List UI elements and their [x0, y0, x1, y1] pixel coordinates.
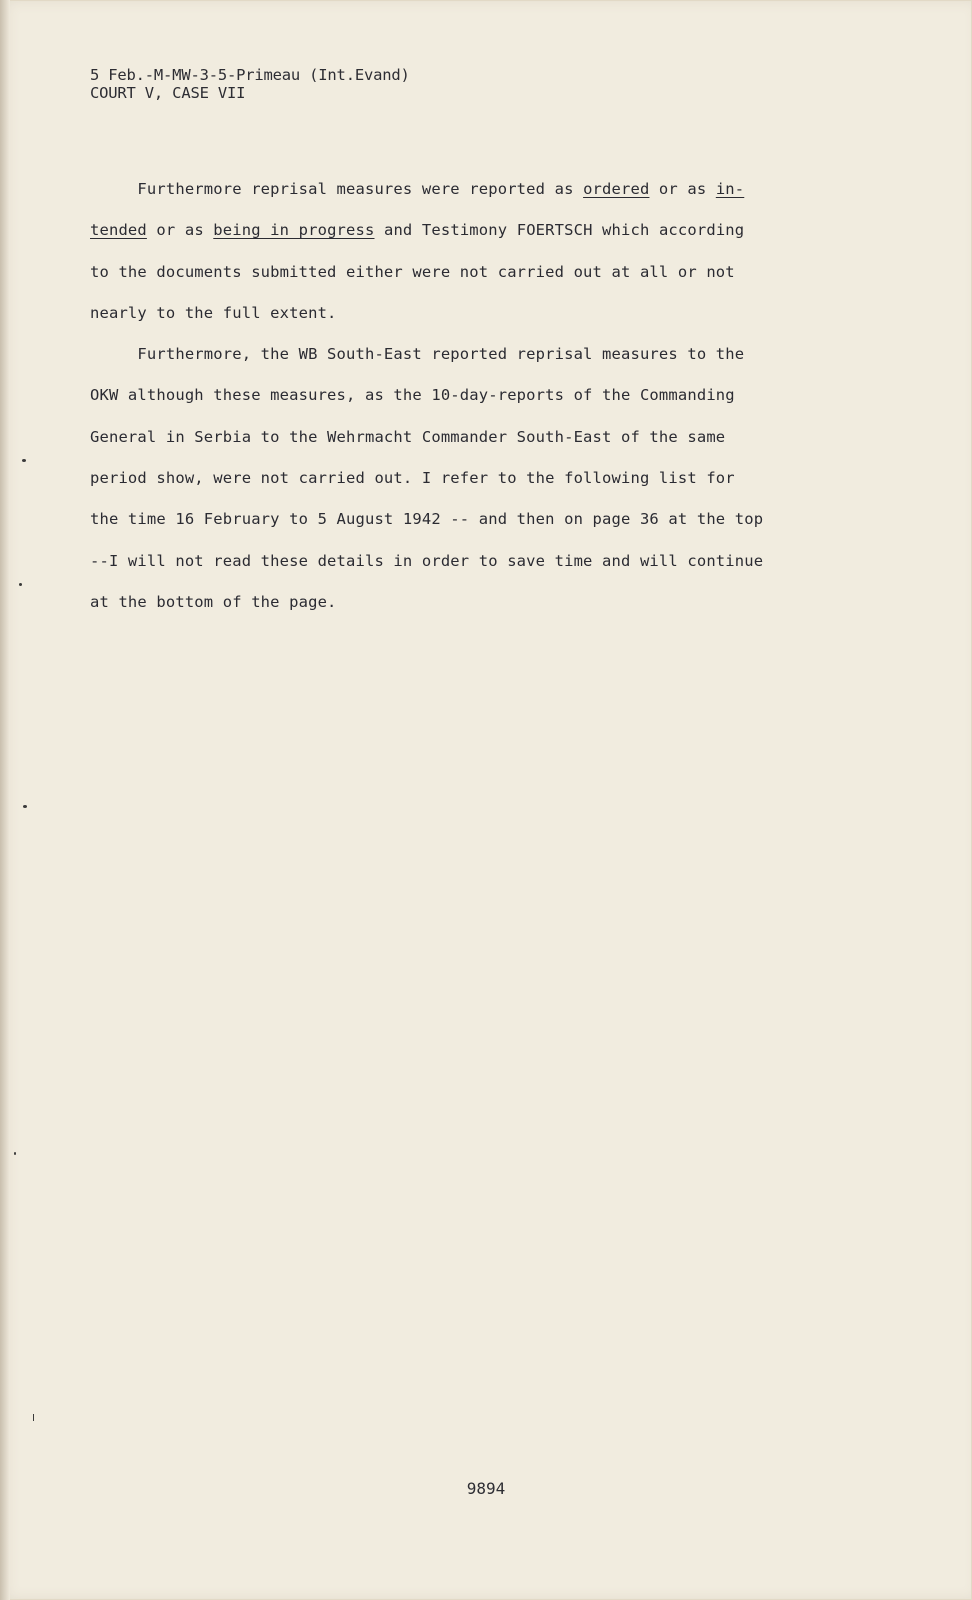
page-binding-edge	[0, 0, 10, 1600]
paragraph-2-line-4: period show, were not carried out. I refer to the following list for	[90, 469, 735, 488]
paragraph-2-line-1: Furthermore, the WB South-East reported reprisal measures to the	[90, 345, 745, 364]
text-span: or as	[649, 180, 716, 198]
margin-speck	[19, 583, 22, 586]
margin-speck	[23, 805, 27, 808]
header-line-session: 5 Feb.-M-MW-3-5-Primeau (Int.Evand)	[90, 66, 410, 84]
paragraph-1-line-1	[90, 169, 825, 210]
document-body	[90, 169, 825, 623]
paragraph-2-line-7: at the bottom of the page.	[90, 592, 337, 611]
underlined-being-in-progress: being in progress	[213, 221, 375, 240]
paragraph-2-line-5: the time 16 February to 5 August 1942 -- and then on page 36 at the top	[90, 510, 764, 529]
underlined-tended: tended	[90, 221, 147, 240]
paragraph-2-line-2: OKW although these measures, as the 10-day-reports of the Commanding	[90, 386, 735, 405]
underlined-ordered: ordered	[583, 180, 650, 198]
margin-speck	[14, 1152, 16, 1155]
text-span: and Testimony FOERTSCH which according	[374, 221, 745, 240]
header-line-court-case: COURT V, CASE VII	[90, 84, 246, 102]
document-header	[90, 66, 410, 102]
paragraph-1-line-3: to the documents submitted either were not carried out at all or not	[90, 262, 735, 281]
paragraph-2-line-3: General in Serbia to the Wehrmacht Commander South-East of the same	[90, 427, 726, 446]
paragraph-2-line-6: --I will not read these details in order to save time and will continue	[90, 551, 764, 570]
text-span: or as	[146, 221, 214, 240]
paragraph-1-line-4: nearly to the full extent.	[90, 303, 337, 322]
text-span: Furthermore reprisal measures were reported as	[90, 180, 584, 198]
margin-speck	[33, 1414, 34, 1421]
margin-speck	[22, 459, 26, 462]
underlined-in: in-	[715, 180, 745, 198]
paragraph-1-line-2	[90, 210, 825, 251]
page-number: 9894	[466, 1479, 506, 1498]
